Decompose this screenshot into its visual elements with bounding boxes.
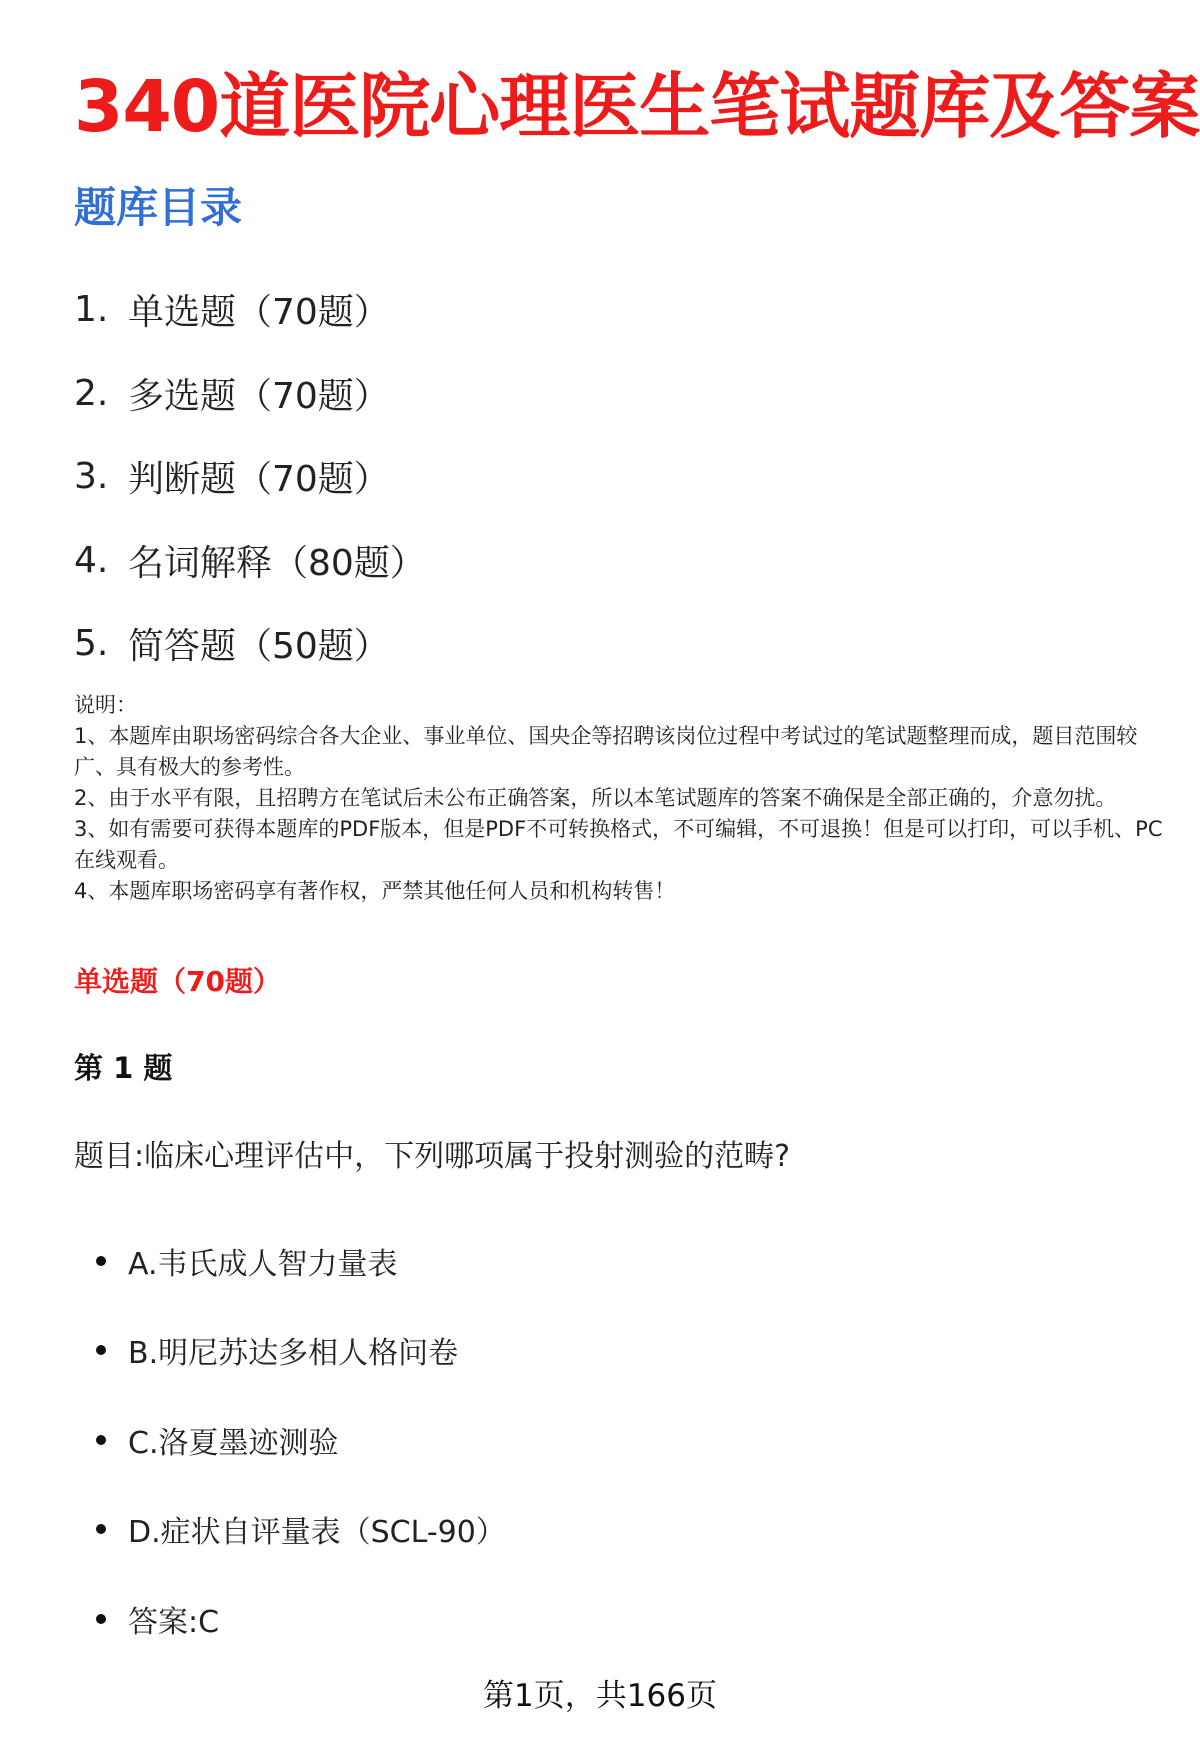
option-c <box>96 1395 506 1485</box>
notes-block <box>74 690 1164 907</box>
document-title: 340道医院心理医生笔试题库及答案 <box>74 65 1200 148</box>
page-footer: 第1页，共166页 <box>483 1678 717 1714</box>
answer-label: 答案:C <box>128 1604 220 1640</box>
toc-item-true-false[interactable] <box>74 435 426 519</box>
toc-item-label: 简答题（50题） <box>128 626 390 668</box>
toc-item-label: 判断题（70题） <box>128 459 390 501</box>
option-label: C.洛夏墨迹测验 <box>128 1425 339 1461</box>
bullet-icon <box>96 1256 106 1266</box>
option-b <box>96 1306 506 1396</box>
toc-item-label: 名词解释（80题） <box>128 542 426 584</box>
option-label: B.明尼苏达多相人格问卷 <box>128 1336 459 1372</box>
toc-item-label: 单选题（70题） <box>128 292 390 334</box>
notes-line: 2、由于水平有限，且招聘方在笔试后未公布正确答案，所以本笔试题库的答案不确保是全部正确的，介意勿扰。 <box>74 786 1117 810</box>
toc-item-short-answer[interactable] <box>74 602 426 686</box>
toc-item-number: 4. <box>74 539 109 581</box>
toc-item-term-definition[interactable] <box>74 519 426 603</box>
bullet-icon <box>96 1435 106 1445</box>
question-number: 第 1 题 <box>74 1051 173 1085</box>
toc-heading: 题库目录 <box>74 183 243 232</box>
bullet-icon <box>96 1345 106 1355</box>
toc-list <box>74 268 426 686</box>
toc-item-number: 5. <box>74 623 109 665</box>
bullet-icon <box>96 1524 106 1534</box>
toc-item-number: 2. <box>74 372 109 414</box>
option-d <box>96 1485 506 1575</box>
options-list <box>96 1216 506 1664</box>
answer-item <box>96 1574 506 1664</box>
question-text: 题目:临床心理评估中，下列哪项属于投射测验的范畴? <box>74 1139 791 1174</box>
toc-item-single-choice[interactable] <box>74 268 426 352</box>
notes-line: 1、本题库由职场密码综合各大企业、事业单位、国央企等招聘该岗位过程中考试过的笔试题整理而成，题目范围较广、具有极大的参考性。 <box>74 724 1138 779</box>
toc-item-number: 1. <box>74 289 109 331</box>
notes-line: 4、本题库职场密码享有著作权，严禁其他任何人员和机构转售！ <box>74 879 676 903</box>
option-label: D.症状自评量表（SCL-90） <box>128 1515 506 1551</box>
notes-line: 3、如有需要可获得本题库的PDF版本，但是PDF不可转换格式，不可编辑，不可退换！但是可以打印，可以手机、PC在线观看。 <box>74 817 1163 872</box>
section-title: 单选题（70题） <box>74 965 281 998</box>
toc-item-number: 3. <box>74 456 109 498</box>
option-label: A.韦氏成人智力量表 <box>128 1246 398 1282</box>
toc-item-multiple-choice[interactable] <box>74 352 426 436</box>
bullet-icon <box>96 1614 106 1624</box>
toc-item-label: 多选题（70题） <box>128 375 390 417</box>
option-a <box>96 1216 506 1306</box>
notes-heading: 说明： <box>74 693 137 717</box>
